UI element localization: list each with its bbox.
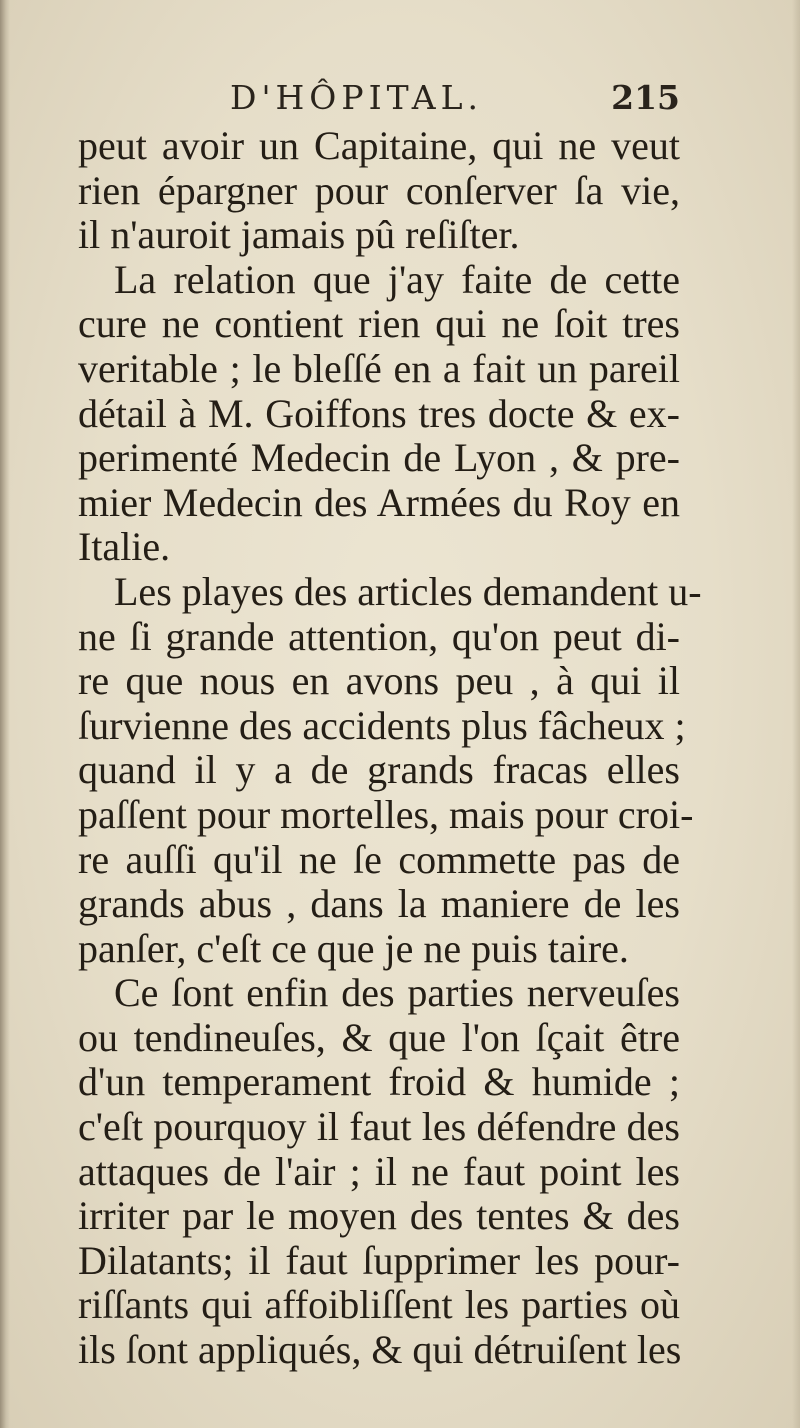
- text-line: panſer, c'eſt ce que je ne puis taire.: [78, 925, 629, 971]
- text-line: rien épargner pour conſerver ſa vie,: [78, 167, 680, 213]
- text-line: ne ſi grande attention, qu'on peut di-: [78, 613, 680, 659]
- page-spine-shadow: [0, 0, 10, 1428]
- running-head: D'HÔPITAL.: [230, 78, 484, 117]
- text-line: grands abus , dans la maniere de les: [78, 881, 680, 927]
- paragraph-first-line: La relation que j'ay faite de cette: [114, 256, 680, 302]
- text-line: il n'auroit jamais pû reſiſter.: [78, 212, 520, 258]
- paragraph-first-line: Ce ſont enfin des parties nerveuſes: [114, 970, 680, 1016]
- text-line: attaques de l'air ; il ne faut point les: [78, 1148, 680, 1194]
- text-line: re auſſi qu'il ne ſe commette pas de: [78, 836, 680, 882]
- text-line: détail à M. Goiffons tres docte & ex-: [78, 390, 680, 436]
- text-line: Italie.: [78, 524, 171, 570]
- page-header: [230, 76, 680, 124]
- text-line: mier Medecin des Armées du Roy en: [78, 479, 680, 525]
- text-line: irriter par le moyen des tentes & des: [78, 1193, 680, 1239]
- text-line: ils ſont appliqués, & qui détruiſent les: [78, 1327, 682, 1373]
- text-line: ou tendineuſes, & que l'on ſçait être: [78, 1014, 680, 1060]
- page-number: 215: [611, 78, 680, 117]
- text-line: quand il y a de grands fracas elles: [78, 747, 680, 793]
- text-line: paſſent pour mortelles, mais pour croi-: [78, 791, 694, 837]
- text-line: re que nous en avons peu , à qui il: [78, 658, 680, 704]
- text-line: ſurvienne des accidents plus fâcheux ;: [78, 702, 686, 748]
- text-line: peut avoir un Capitaine, qui ne veut: [78, 123, 680, 168]
- body-text: [78, 123, 702, 1373]
- text-line: perimenté Medecin de Lyon , & pre-: [78, 435, 680, 481]
- paragraph-first-line: Les playes des articles demandent u-: [114, 568, 702, 614]
- text-line: veritable ; le bleſſé en a fait un pareil: [78, 345, 680, 391]
- text-line: c'eſt pourquoy il faut les défendre des: [78, 1104, 680, 1150]
- text-line: riſſants qui affoibliſſent les parties où: [78, 1282, 680, 1328]
- text-line: Dilatants; il faut ſupprimer les pour-: [78, 1237, 680, 1283]
- text-line: cure ne contient rien qui ne ſoit tres: [78, 301, 680, 347]
- page-edge-shadow: [792, 0, 800, 1428]
- text-line: d'un temperament froid & humide ;: [78, 1059, 680, 1105]
